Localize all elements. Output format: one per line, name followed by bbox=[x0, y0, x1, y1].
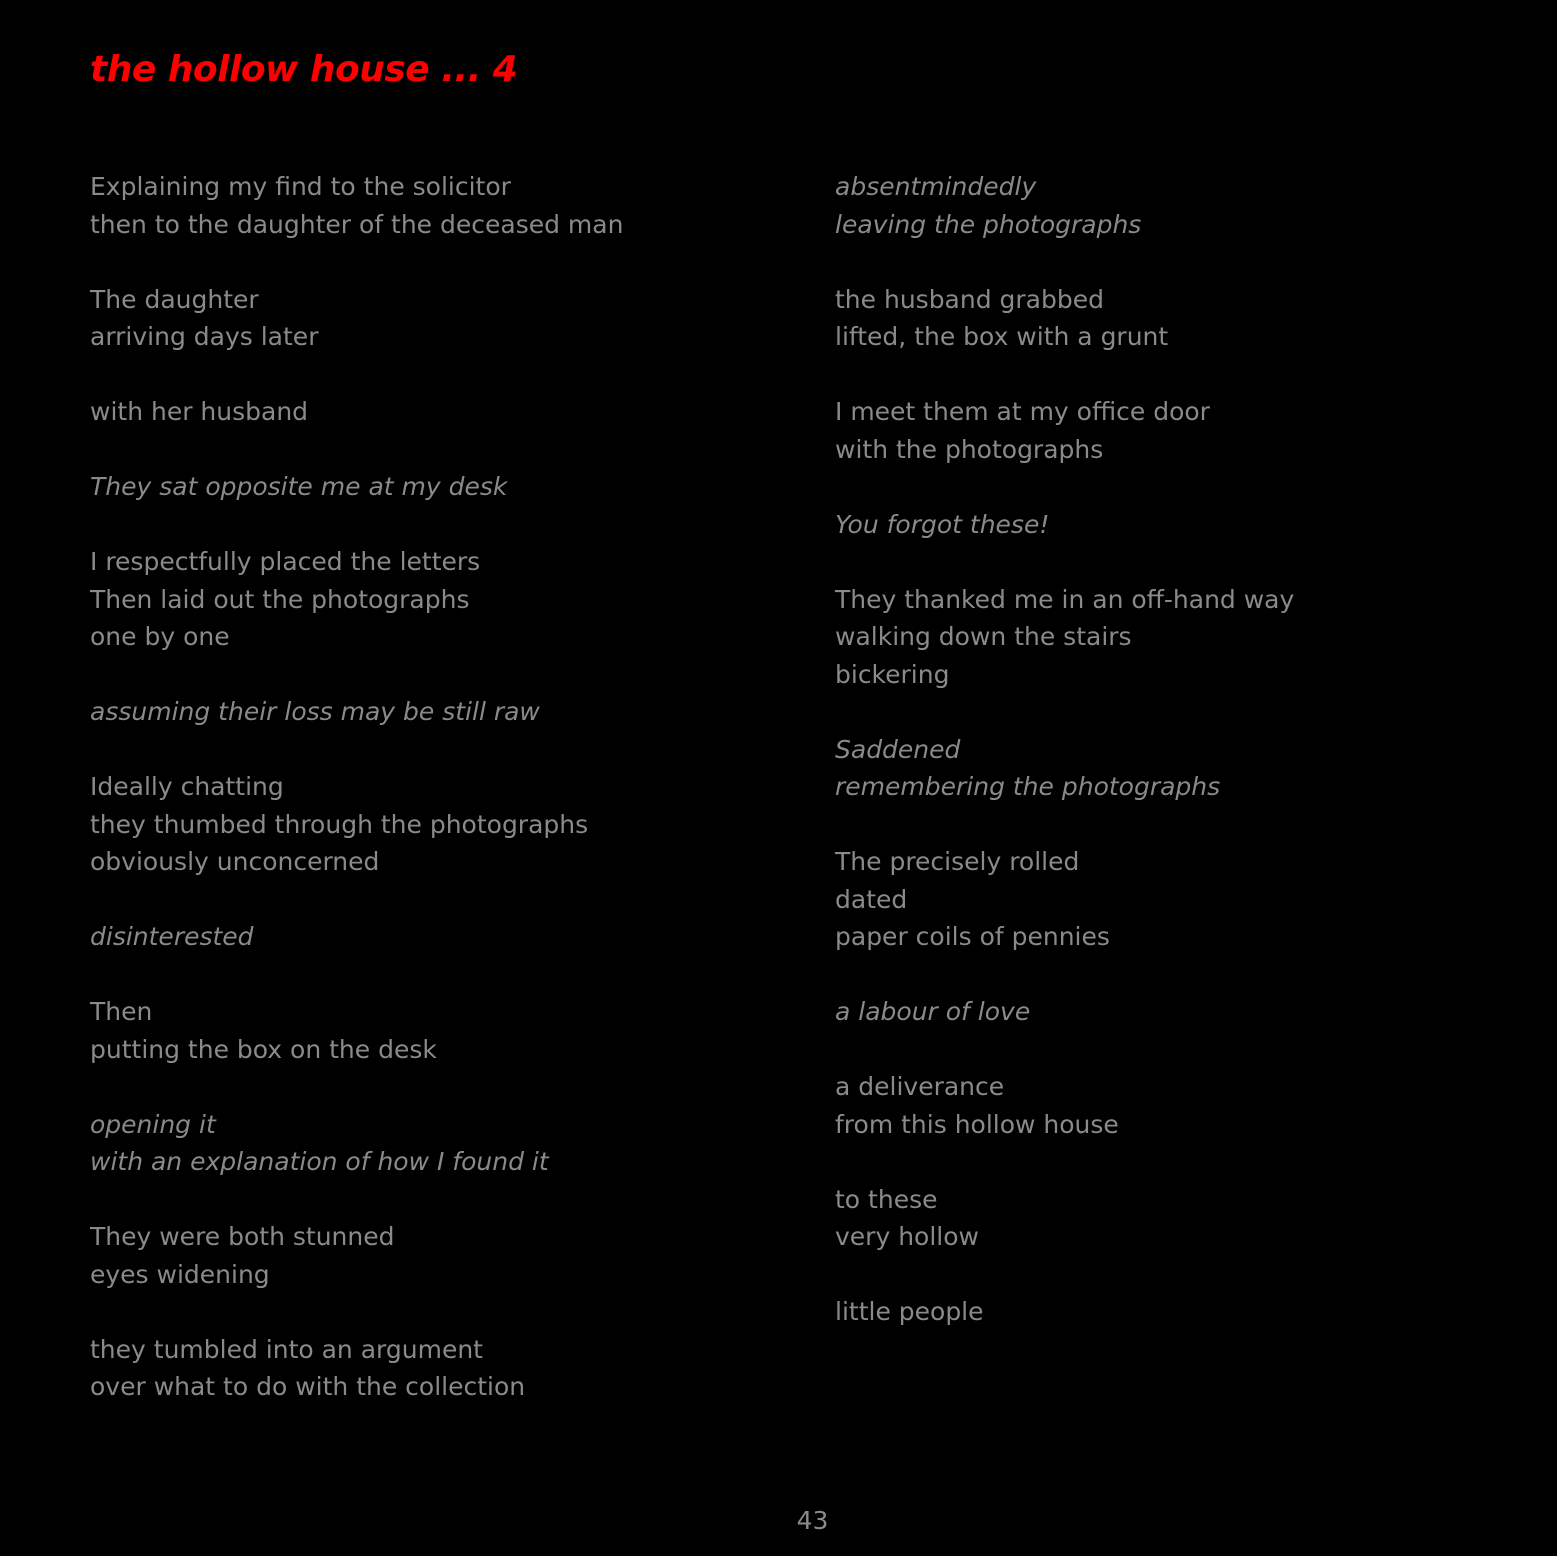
poem-line: remembering the photographs bbox=[835, 772, 1221, 801]
poem-line: a deliverance bbox=[835, 1072, 1005, 1101]
poem-line: Explaining my find to the solicitor bbox=[90, 172, 511, 201]
stanza bbox=[835, 581, 1475, 694]
poem-line: arriving days later bbox=[90, 322, 319, 351]
stanza bbox=[90, 393, 730, 431]
poem-line: Ideally chatting bbox=[90, 772, 284, 801]
poem-line: paper coils of pennies bbox=[835, 922, 1110, 951]
poem-line: they thumbed through the photographs bbox=[90, 809, 589, 839]
right-column bbox=[835, 168, 1475, 1368]
poem-line: bickering bbox=[835, 659, 950, 689]
stanza bbox=[90, 468, 730, 506]
left-column bbox=[90, 168, 730, 1443]
stanza bbox=[90, 693, 730, 731]
stanza bbox=[835, 1293, 1475, 1331]
poem-line: very hollow bbox=[835, 1222, 979, 1251]
poem-line: with an explanation of how I found it bbox=[90, 1147, 549, 1176]
page-number: 43 bbox=[796, 1506, 829, 1535]
poem-line: with her husband bbox=[90, 397, 309, 426]
poem-line: to these bbox=[835, 1184, 938, 1214]
stanza bbox=[90, 543, 730, 656]
stanza bbox=[835, 281, 1475, 356]
stanza bbox=[90, 281, 730, 356]
stanza bbox=[835, 506, 1475, 544]
stanza bbox=[90, 918, 730, 956]
poem-line: assuming their loss may be still raw bbox=[90, 697, 540, 726]
stanza bbox=[90, 168, 730, 243]
poem-line: with the photographs bbox=[835, 434, 1104, 464]
poem-line: opening it bbox=[90, 1109, 216, 1139]
stanza bbox=[90, 768, 730, 881]
stanza bbox=[835, 1068, 1475, 1143]
poem-line: Then bbox=[90, 997, 153, 1026]
stanza bbox=[835, 1181, 1475, 1256]
poem-line: one by one bbox=[90, 622, 230, 651]
poem-line: obviously unconcerned bbox=[90, 847, 380, 876]
stanza bbox=[835, 168, 1475, 243]
poem-line: You forgot these! bbox=[835, 509, 1050, 539]
poem-line: I meet them at my office door bbox=[835, 397, 1210, 426]
poem-title: the hollow house ... 4 bbox=[90, 49, 518, 90]
poem-line: absentmindedly bbox=[835, 172, 1037, 201]
stanza bbox=[835, 731, 1475, 806]
poem-line: They were both stunned bbox=[90, 1222, 395, 1251]
poem-line: Then laid out the photographs bbox=[90, 584, 470, 614]
poem-line: the husband grabbed bbox=[835, 284, 1104, 314]
stanza bbox=[835, 393, 1475, 468]
poem-line: they tumbled into an argument bbox=[90, 1334, 483, 1364]
stanza bbox=[90, 1331, 730, 1406]
poem-line: putting the box on the desk bbox=[90, 1034, 437, 1064]
poem-line: They sat opposite me at my desk bbox=[90, 472, 508, 501]
poem-line: then to the daughter of the deceased man bbox=[90, 209, 624, 239]
poem-line: lifted, the box with a grunt bbox=[835, 322, 1169, 351]
poem-line: The daughter bbox=[90, 284, 259, 314]
poem-line: over what to do with the collection bbox=[90, 1372, 526, 1401]
stanza bbox=[90, 1106, 730, 1181]
poem-line: eyes widening bbox=[90, 1259, 270, 1289]
poem-line: from this hollow house bbox=[835, 1109, 1119, 1139]
stanza bbox=[835, 993, 1475, 1031]
poem-line: dated bbox=[835, 884, 908, 914]
stanza bbox=[835, 843, 1475, 956]
poem-line: leaving the photographs bbox=[835, 209, 1142, 239]
poem-line: They thanked me in an off-hand way bbox=[835, 584, 1295, 614]
stanza bbox=[90, 1218, 730, 1293]
poem-line: a labour of love bbox=[835, 997, 1031, 1026]
poem-line: I respectfully placed the letters bbox=[90, 547, 481, 576]
poem-line: Saddened bbox=[835, 734, 961, 764]
poem-line: disinterested bbox=[90, 922, 254, 951]
stanza bbox=[90, 993, 730, 1068]
poem-line: walking down the stairs bbox=[835, 622, 1132, 651]
poem-line: little people bbox=[835, 1297, 984, 1326]
poem-line: The precisely rolled bbox=[835, 847, 1080, 876]
